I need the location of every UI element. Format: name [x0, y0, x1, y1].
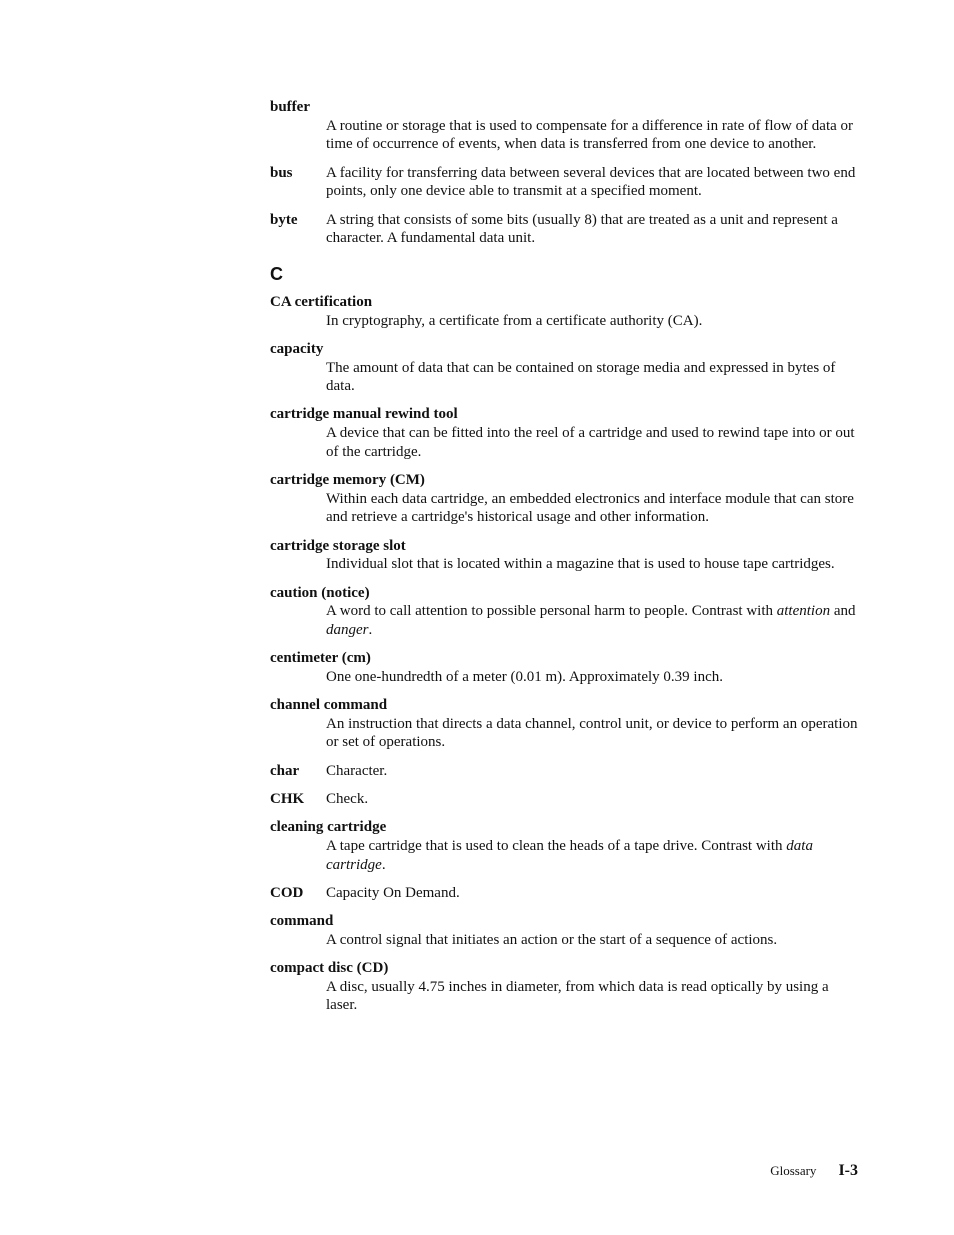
glossary-definition: A routine or storage that is used to compensate for a difference in rate of flow of data or time of occurrence of events, when data is transferred from one device to another. [326, 117, 854, 153]
glossary-entry-bus [270, 164, 860, 201]
cross-reference-term: attention [776, 603, 831, 620]
glossary-definition: Capacity On Demand. [326, 884, 460, 901]
glossary-definition: A string that consists of some bits (usually 8) that are treated as a unit and represent a character. A fundamental data unit. [326, 211, 838, 247]
glossary-entry-cartridge-storage-slot [270, 537, 860, 574]
glossary-term: bus [270, 164, 293, 181]
glossary-body [270, 98, 860, 1024]
glossary-term: caution (notice) [270, 584, 370, 601]
definition-text: and [830, 603, 856, 620]
glossary-definition: Within each data cartridge, an embedded electronics and interface module that can store and retrieve a cartridge's historical usage and other information. [326, 490, 854, 526]
definition-text: . [368, 621, 373, 638]
section-heading-c: C [270, 263, 283, 284]
glossary-entry-cartridge-manual-rewind-tool [270, 405, 860, 461]
glossary-term: CA certification [270, 293, 373, 310]
glossary-definition [326, 602, 860, 639]
page-footer [770, 1162, 858, 1180]
glossary-definition: A control signal that initiates an action or the start of a sequence of actions. [326, 931, 778, 948]
glossary-entry-channel-command [270, 696, 860, 752]
glossary-definition: A disc, usually 4.75 inches in diameter, from which data is read optically by using a laser. [326, 978, 829, 1014]
glossary-entry-cod [270, 884, 860, 903]
glossary-definition: Individual slot that is located within a magazine that is used to house tape cartridges. [326, 556, 835, 573]
glossary-term: channel command [270, 697, 388, 714]
definition-text: A tape cartridge that is used to clean the heads of a tape drive. Contrast with [326, 837, 787, 854]
glossary-term: char [270, 762, 300, 779]
glossary-definition: The amount of data that can be contained on storage media and expressed in bytes of data. [326, 359, 836, 395]
glossary-term: compact disc (CD) [270, 959, 389, 976]
glossary-term: CHK [270, 790, 305, 807]
glossary-term: cartridge memory (CM) [270, 472, 425, 489]
glossary-definition: A device that can be fitted into the reel of a cartridge and used to rewind tape into or out of the cartridge. [326, 425, 855, 460]
glossary-term: buffer [270, 99, 310, 115]
glossary-term: centimeter (cm) [270, 650, 371, 667]
footer-section-label: Glossary [770, 1163, 817, 1178]
glossary-entry-cartridge-memory [270, 471, 860, 527]
glossary-term: cartridge manual rewind tool [270, 406, 458, 423]
glossary-entry-char [270, 762, 860, 781]
glossary-definition [326, 837, 860, 874]
definition-text: . [381, 856, 386, 873]
glossary-entry-byte [270, 211, 860, 248]
glossary-term: cleaning cartridge [270, 819, 387, 836]
glossary-entry-chk [270, 790, 860, 809]
glossary-entry-command [270, 912, 860, 949]
cross-reference-term: data cartridge [326, 837, 813, 873]
glossary-entry-compact-disc [270, 959, 860, 1015]
page-number: I-3 [838, 1162, 858, 1179]
glossary-term: capacity [270, 340, 324, 357]
glossary-entry-caution-notice [270, 584, 860, 640]
glossary-definition: Character. [326, 762, 388, 779]
glossary-term: COD [270, 884, 304, 901]
glossary-definition: A facility for transferring data between several devices that are located between two end points, only one device able to transmit at a specified moment. [326, 164, 856, 200]
glossary-entry-ca-certification [270, 293, 860, 330]
glossary-definition: An instruction that directs a data channel, control unit, or device to perform an operation or set of operations. [326, 715, 858, 751]
definition-text: A word to call attention to possible personal harm to people. Contrast with [326, 603, 777, 620]
glossary-term: cartridge storage slot [270, 537, 406, 554]
glossary-term: command [270, 912, 334, 929]
glossary-entry-capacity [270, 340, 860, 396]
glossary-entry-cleaning-cartridge [270, 818, 860, 874]
glossary-definition: In cryptography, a certificate from a certificate authority (CA). [326, 312, 703, 329]
glossary-definition: Check. [326, 790, 369, 807]
glossary-entry-buffer [270, 98, 860, 154]
cross-reference-term: danger [326, 621, 369, 638]
glossary-definition: One one-hundredth of a meter (0.01 m). Approximately 0.39 inch. [326, 668, 723, 685]
glossary-term: byte [270, 211, 298, 228]
glossary-entry-centimeter [270, 649, 860, 686]
